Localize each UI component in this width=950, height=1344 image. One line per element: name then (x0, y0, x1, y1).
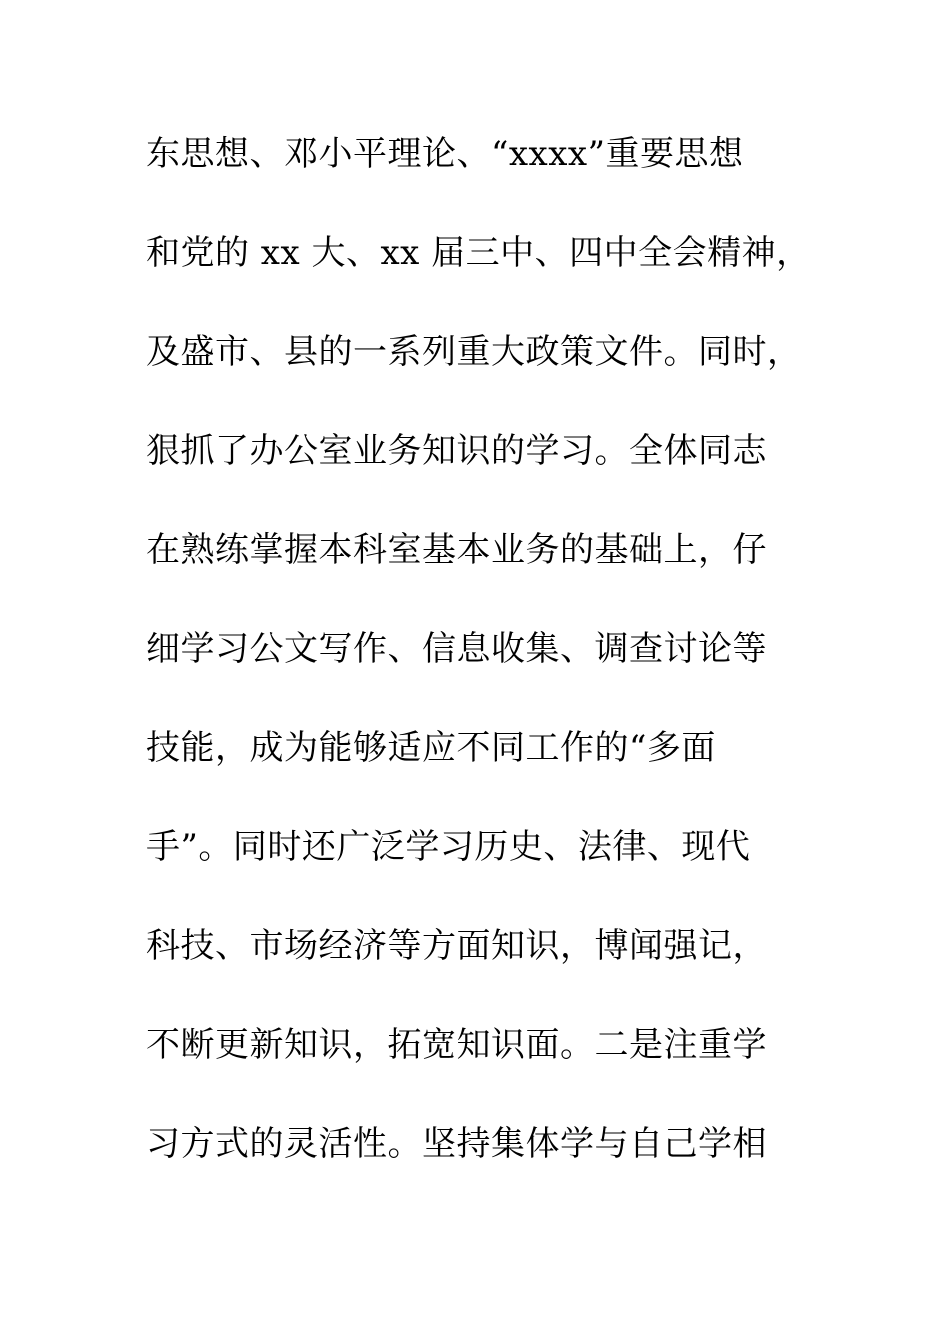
body-text (146, 122, 811, 1211)
text-line: 不断更新知识，拓宽知识面。二是注重学 (146, 1025, 767, 1065)
text-line: 习方式的灵活性。坚持集体学与自己学相 (146, 1124, 767, 1164)
text-line: 细学习公文写作、信息收集、调查讨论等 (146, 629, 767, 669)
text-line: 科技、市场经济等方面知识，博闻强记， (146, 926, 767, 966)
text-line: 技能，成为能够适应不同工作的“多面 (146, 728, 716, 768)
text-line: 在熟练掌握本科室基本业务的基础上，仔 (146, 530, 767, 570)
text-line: 和党的 xx 大、xx 届三中、四中全会精神， (146, 233, 811, 273)
text-line: 手”。同时还广泛学习历史、法律、现代 (146, 827, 751, 867)
text-line: 狠抓了办公室业务知识的学习。全体同志 (146, 431, 767, 471)
text-line: 东思想、邓小平理论、“xxxx”重要思想 (146, 134, 744, 174)
text-line: 及盛市、县的一系列重大政策文件。同时， (146, 332, 802, 372)
